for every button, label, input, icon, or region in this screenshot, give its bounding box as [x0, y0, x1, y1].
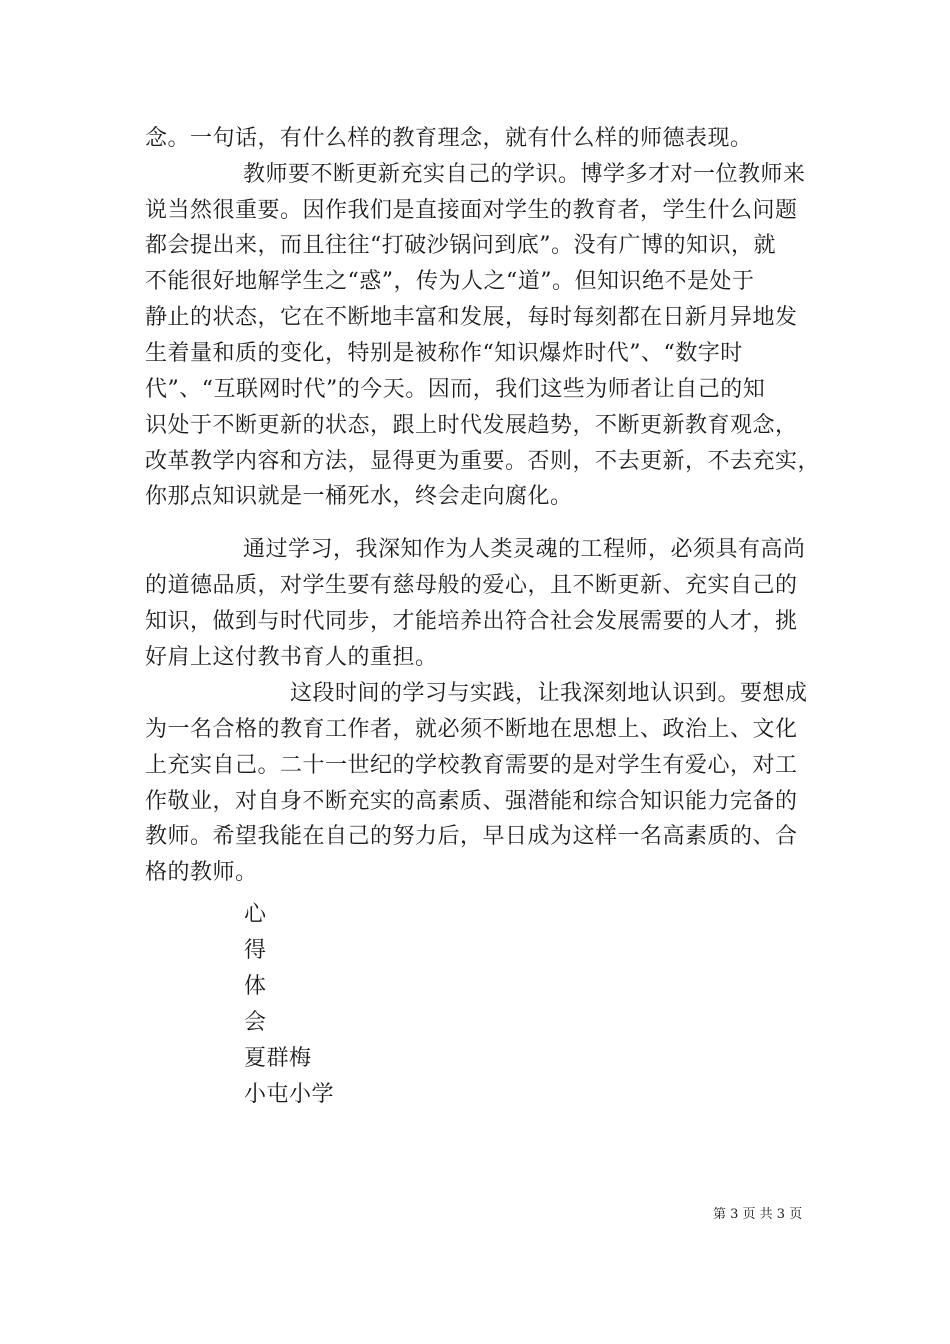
signature-title-char: 会	[244, 1010, 267, 1035]
body-line: 知识，做到与时代同步，才能培养出符合社会发展需要的人才，挑	[145, 609, 798, 634]
body-line: 你那点知识就是一桶死水，终会走向腐化。	[145, 484, 573, 509]
body-line: 识处于不断更新的状态，跟上时代发展趋势，不断更新教育观念，	[145, 413, 798, 438]
body-line: 静止的状态，它在不断地丰富和发展，每时每刻都在日新月异地发	[145, 305, 798, 330]
body-line: 改革教学内容和方法，显得更为重要。否则，不去更新，不去充实，	[145, 449, 821, 474]
signature-author: 夏群梅	[244, 1046, 312, 1071]
body-line: 作敬业，对自身不断充实的高素质、强潜能和综合知识能力完备的	[145, 789, 798, 814]
body-line: 教师。希望我能在自己的努力后，早日成为这样一名高素质的、合	[145, 824, 798, 849]
page-number-footer: 第 3 页 共 3 页	[713, 1207, 803, 1222]
signature-title-char: 体	[244, 974, 267, 999]
body-line: 的道德品质，对学生要有慈母般的爱心，且不断更新、充实自己的	[145, 573, 798, 598]
body-line: 好肩上这付教书育人的重担。	[145, 645, 438, 670]
body-line: 都会提出来，而且往往“打破沙锅问到底”。没有广博的知识，就	[145, 233, 776, 258]
signature-title-char: 得	[244, 938, 267, 963]
body-line: 代”、“互联网时代”的今天。因而，我们这些为师者让自己的知	[145, 377, 766, 402]
body-line: 念。一句话，有什么样的教育理念，就有什么样的师德表现。	[145, 126, 753, 151]
body-line: 不能很好地解学生之“惑”，传为人之“道”。但知识绝不是处于	[145, 269, 755, 294]
body-line: 说当然很重要。因作我们是直接面对学生的教育者，学生什么问题	[145, 198, 798, 223]
paragraph-start-line: 这段时间的学习与实践，让我深刻地认识到。要想成	[290, 681, 808, 706]
body-line: 格的教师。	[145, 860, 258, 885]
body-line: 生着量和质的变化，特别是被称作“知识爆炸时代”、“数字时	[145, 341, 743, 366]
body-line: 为一名合格的教育工作者，就必须不断地在思想上、政治上、文化	[145, 717, 798, 742]
signature-title-char: 心	[244, 902, 267, 927]
body-line: 上充实自己。二十一世纪的学校教育需要的是对学生有爱心，对工	[145, 753, 798, 778]
paragraph-start-line: 通过学习，我深知作为人类灵魂的工程师，必须具有高尚	[243, 537, 806, 562]
paragraph-start-line: 教师要不断更新充实自己的学识。博学多才对一位教师来	[243, 162, 806, 187]
signature-school: 小屯小学	[244, 1082, 335, 1107]
